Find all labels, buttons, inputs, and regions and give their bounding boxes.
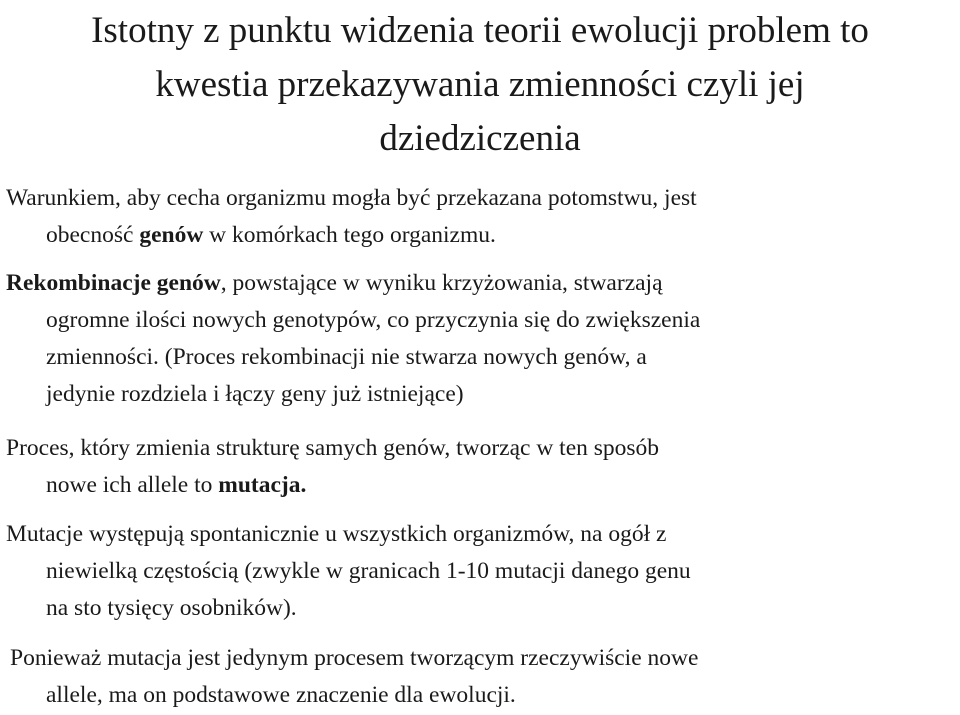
text: obecność — [46, 222, 140, 248]
paragraph-2-line-2: ogromne ilości nowych genotypów, co przyczynia się do zwiększenia — [46, 307, 701, 333]
text: w komórkach tego organizmu. — [203, 222, 496, 248]
paragraph-genes-inheritance — [6, 180, 954, 254]
paragraph-4-line-3: na sto tysięcy osobników). — [46, 595, 297, 621]
text: nowe ich allele to — [46, 472, 219, 498]
paragraph-mutation-definition — [6, 430, 954, 504]
paragraph-mutation-importance — [10, 640, 958, 714]
paragraph-2-line-1 — [6, 265, 954, 302]
paragraph-recombination — [6, 265, 954, 413]
paragraph-1-line-1: Warunkiem, aby cecha organizmu mogła być przekazana potomstwu, jest — [6, 185, 697, 211]
title-line-2: kwestia przekazywania zmienności czyli jej — [155, 64, 805, 105]
paragraph-1-line-2 — [6, 217, 954, 254]
paragraph-2-line-3: zmienności. (Proces rekombinacji nie stwarza nowych genów, a — [46, 344, 647, 370]
paragraph-mutation-frequency — [6, 516, 954, 627]
bold-term-rekombinacje: Rekombinacje genów — [6, 270, 221, 296]
title-line-3: dziedziczenia — [379, 118, 581, 159]
paragraph-3-line-1: Proces, który zmienia strukturę samych genów, tworząc w ten sposób — [6, 435, 660, 461]
bold-term-genow: genów — [139, 222, 204, 248]
bold-term-mutacja: mutacja. — [218, 472, 307, 498]
paragraph-4-line-1: Mutacje występują spontanicznie u wszystkich organizmów, na ogół z — [6, 521, 667, 547]
text: , powstające w wyniku krzyżowania, stwarzają — [220, 270, 663, 296]
paragraph-2-line-4: jedynie rozdziela i łączy geny już istniejące) — [46, 381, 464, 407]
slide-title — [0, 4, 960, 166]
paragraph-4-line-2: niewielką częstością (zwykle w granicach 1-10 mutacji danego genu — [46, 558, 691, 584]
paragraph-3-line-2 — [6, 467, 954, 504]
paragraph-5-line-2: allele, ma on podstawowe znaczenie dla ewolucji. — [46, 682, 516, 708]
title-line-1: Istotny z punktu widzenia teorii ewolucji problem to — [91, 10, 869, 51]
paragraph-5-line-1: Ponieważ mutacja jest jedynym procesem tworzącym rzeczywiście nowe — [10, 645, 699, 671]
